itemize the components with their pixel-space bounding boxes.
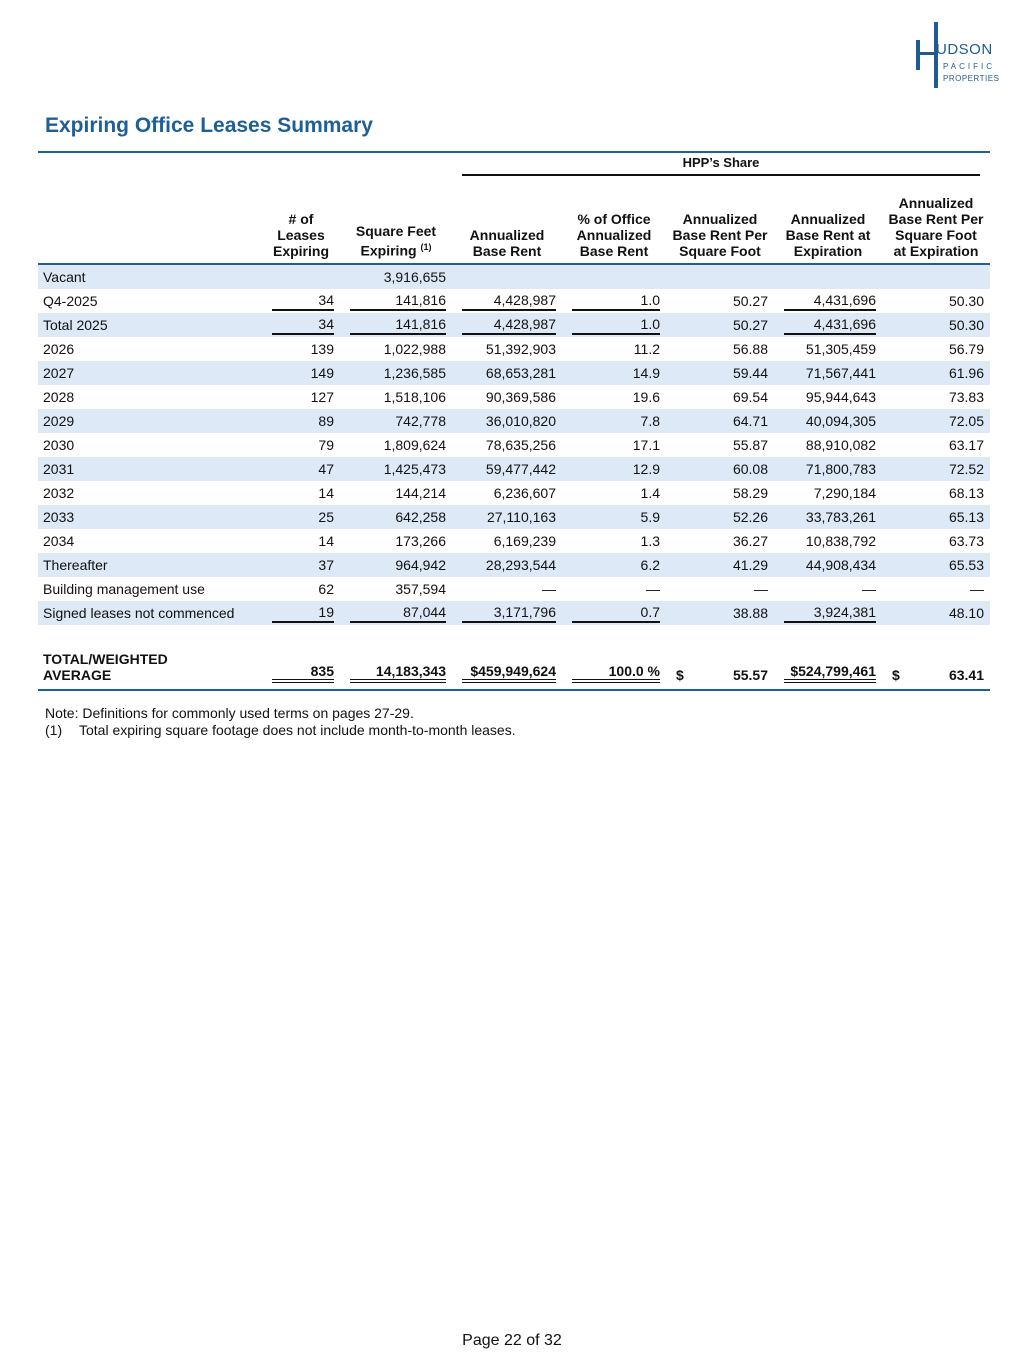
cell-abr: 51,392,903	[485, 341, 556, 357]
cell-pct: 19.6	[632, 389, 660, 405]
cell-pct	[562, 264, 666, 289]
cell-abr-exp: 40,094,305	[774, 409, 882, 433]
row-label: 2031	[38, 457, 262, 481]
cell-abr-psf-exp	[882, 264, 990, 289]
row-label: 2034	[43, 533, 75, 549]
cell-abr: 6,169,239	[493, 533, 556, 549]
total-leases: 835	[262, 643, 340, 690]
cell-sqft: 742,778	[340, 409, 452, 433]
row-label: 2029	[38, 409, 262, 433]
col-header-abr-psf: Annualized Base Rent Per Square Foot	[666, 177, 774, 264]
table-row	[38, 457, 990, 481]
row-label: 2026	[43, 341, 75, 357]
col-header-label	[38, 177, 262, 264]
table-row	[38, 505, 990, 529]
cell-abr: 78,635,256	[485, 437, 556, 453]
row-label: Thereafter	[38, 553, 262, 577]
cell-abr: 27,110,163	[452, 505, 562, 529]
row-label: Q4-2025	[43, 293, 98, 309]
footnote-1	[45, 722, 516, 739]
table-row	[38, 337, 990, 361]
cell-leases	[262, 264, 340, 289]
cell-pct: 1.0	[562, 313, 666, 337]
table-row	[38, 409, 990, 433]
table-row	[38, 264, 990, 289]
logo-line-1: PACIFIC	[943, 62, 995, 71]
cell-sqft: 141,816	[340, 289, 452, 313]
cell-abr-psf-exp: 48.10	[882, 601, 990, 625]
total-label: TOTAL/WEIGHTED AVERAGE	[38, 643, 262, 690]
cell-leases: 14	[318, 533, 334, 549]
table-row	[38, 601, 990, 625]
cell-sqft: 1,518,106	[383, 389, 446, 405]
table-row	[38, 433, 990, 457]
table-row	[38, 553, 990, 577]
column-header-row	[38, 177, 990, 264]
row-label: 2033	[38, 505, 262, 529]
cell-sqft: 357,594	[395, 581, 446, 597]
cell-abr-psf-exp: 73.83	[948, 389, 984, 405]
group-header-row	[38, 152, 990, 177]
cell-pct: 14.9	[562, 361, 666, 385]
cell-abr: —	[542, 581, 556, 597]
cell-abr: 36,010,820	[452, 409, 562, 433]
cell-pct: 1.0	[562, 289, 666, 313]
cell-abr-exp: —	[862, 581, 876, 597]
cell-leases: 127	[310, 389, 334, 405]
cell-abr-psf-exp: 50.30	[882, 313, 990, 337]
cell-leases: 34	[262, 289, 340, 313]
cell-abr-psf: 50.27	[732, 293, 768, 309]
cell-pct: 12.9	[562, 457, 666, 481]
cell-abr-psf: 55.87	[732, 437, 768, 453]
cell-sqft: 3,916,655	[340, 264, 452, 289]
table-row	[38, 577, 990, 601]
logo-brand: UDSON	[936, 41, 993, 58]
cell-leases: 37	[262, 553, 340, 577]
cell-abr-psf-exp: 61.96	[882, 361, 990, 385]
cell-abr-psf-exp: 50.30	[948, 293, 984, 309]
row-label: Signed leases not commenced	[38, 601, 262, 625]
cell-abr-psf: —	[754, 581, 768, 597]
cell-abr-exp: 71,800,783	[774, 457, 882, 481]
cell-sqft: 173,266	[395, 533, 446, 549]
table-row	[38, 313, 990, 337]
row-label: Building management use	[43, 581, 205, 597]
cell-abr-psf	[666, 264, 774, 289]
cell-pct: —	[646, 581, 660, 597]
cell-leases: 14	[318, 485, 334, 501]
hpp-share-header: HPP’s Share	[452, 152, 990, 177]
footnote-text: Total expiring square footage does not include month-to-month leases.	[79, 722, 516, 738]
cell-abr-psf: 50.27	[666, 313, 774, 337]
cell-abr-psf: 38.88	[666, 601, 774, 625]
cell-abr: 68,653,281	[452, 361, 562, 385]
cell-abr	[452, 264, 562, 289]
cell-sqft: 141,816	[340, 313, 452, 337]
cell-sqft: 87,044	[340, 601, 452, 625]
cell-sqft: 642,258	[340, 505, 452, 529]
cell-abr-exp: 88,910,082	[805, 437, 876, 453]
cell-leases: 47	[262, 457, 340, 481]
total-abr-psf-exp: $ 63.41	[882, 643, 990, 690]
cell-abr-psf: 69.54	[732, 389, 768, 405]
cell-abr-exp: 7,290,184	[813, 485, 876, 501]
total-row	[38, 643, 990, 690]
cell-abr: 3,171,796	[452, 601, 562, 625]
col-header-abr: Annualized Base Rent	[452, 177, 562, 264]
col-header-sqft: Square Feet Expiring $^{(1)}$	[340, 177, 452, 264]
cell-leases: 25	[262, 505, 340, 529]
expiring-leases-table	[38, 151, 990, 691]
cell-abr-psf: 52.26	[666, 505, 774, 529]
cell-abr: 90,369,586	[485, 389, 556, 405]
cell-leases: 62	[318, 581, 334, 597]
footnote-mark: (1)	[45, 722, 63, 738]
table-row	[38, 529, 990, 553]
page-title: Expiring Office Leases Summary	[45, 114, 373, 137]
cell-leases: 149	[262, 361, 340, 385]
row-label: 2030	[43, 437, 75, 453]
cell-leases: 89	[262, 409, 340, 433]
col-header-abr-exp: Annualized Base Rent at Expiration	[774, 177, 882, 264]
cell-abr-psf: 41.29	[666, 553, 774, 577]
cell-abr: 4,428,987	[452, 289, 562, 313]
cell-abr-psf-exp: 65.53	[882, 553, 990, 577]
col-header-abr-psf-exp: Annualized Base Rent Per Square Foot at Expiration	[882, 177, 990, 264]
cell-abr-psf: 58.29	[732, 485, 768, 501]
cell-sqft: 144,214	[395, 485, 446, 501]
cell-abr-psf-exp: 63.73	[948, 533, 984, 549]
row-label: 2032	[43, 485, 75, 501]
footnote-ref: (1)	[420, 242, 432, 253]
cell-pct: 17.1	[632, 437, 660, 453]
definitions-note: Note: Definitions for commonly used terms on pages 27-29.	[45, 705, 414, 721]
cell-abr-psf: 59.44	[666, 361, 774, 385]
cell-pct: 6.2	[562, 553, 666, 577]
cell-abr-exp: 51,305,459	[805, 341, 876, 357]
cell-abr: 4,428,987	[452, 313, 562, 337]
cell-abr-psf: 36.27	[732, 533, 768, 549]
cell-abr: 59,477,442	[452, 457, 562, 481]
cell-abr-exp: 44,908,434	[774, 553, 882, 577]
row-label: Vacant	[38, 264, 262, 289]
cell-pct: 1.3	[640, 533, 660, 549]
table-row	[38, 481, 990, 505]
cell-abr-exp: 4,431,696	[774, 289, 882, 313]
cell-abr-exp: 10,838,792	[805, 533, 876, 549]
total-abr: $459,949,624	[452, 643, 562, 690]
cell-leases: 19	[262, 601, 340, 625]
company-logo	[914, 20, 1004, 90]
notes	[45, 705, 516, 739]
cell-abr-psf-exp: 65.13	[882, 505, 990, 529]
cell-sqft: 1,236,585	[340, 361, 452, 385]
cell-pct: 7.8	[562, 409, 666, 433]
row-label: Total 2025	[38, 313, 262, 337]
total-sqft: 14,183,343	[340, 643, 452, 690]
cell-abr-psf-exp: 56.79	[948, 341, 984, 357]
cell-abr-exp: 33,783,261	[774, 505, 882, 529]
cell-abr-psf-exp: 72.05	[882, 409, 990, 433]
total-abr-psf: $ 55.57	[666, 643, 774, 690]
cell-pct: 0.7	[562, 601, 666, 625]
total-abr-exp: $524,799,461	[774, 643, 882, 690]
cell-leases: 79	[318, 437, 334, 453]
cell-sqft: 964,942	[340, 553, 452, 577]
cell-abr-exp: 3,924,381	[774, 601, 882, 625]
cell-leases: 34	[262, 313, 340, 337]
col-header-pct: % of Office Annualized Base Rent	[562, 177, 666, 264]
cell-abr: 6,236,607	[493, 485, 556, 501]
cell-leases: 139	[310, 341, 334, 357]
cell-abr-exp	[774, 264, 882, 289]
cell-pct: 11.2	[633, 341, 660, 357]
row-label: 2028	[43, 389, 75, 405]
row-label: 2027	[38, 361, 262, 385]
cell-abr-psf-exp: 63.17	[948, 437, 984, 453]
cell-sqft: 1,022,988	[383, 341, 446, 357]
cell-abr-exp: 95,944,643	[805, 389, 876, 405]
logo-line-2: PROPERTIES	[943, 74, 1000, 83]
cell-sqft: 1,809,624	[383, 437, 446, 453]
table-row	[38, 289, 990, 313]
col-header-leases: # of Leases Expiring	[262, 177, 340, 264]
table-row	[38, 385, 990, 409]
cell-abr-exp: 4,431,696	[774, 313, 882, 337]
cell-abr: 28,293,544	[452, 553, 562, 577]
page-number: Page 22 of 32	[462, 1332, 562, 1349]
cell-abr-psf-exp: 72.52	[882, 457, 990, 481]
cell-pct: 1.4	[640, 485, 660, 501]
cell-abr-psf-exp: —	[970, 581, 984, 597]
cell-abr-psf-exp: 68.13	[948, 485, 984, 501]
cell-abr-psf: 60.08	[666, 457, 774, 481]
total-pct: 100.0 %	[562, 643, 666, 690]
cell-sqft: 1,425,473	[340, 457, 452, 481]
cell-abr-psf: 64.71	[666, 409, 774, 433]
cell-abr-psf: 56.88	[732, 341, 768, 357]
cell-abr-exp: 71,567,441	[774, 361, 882, 385]
cell-pct: 5.9	[562, 505, 666, 529]
table-row	[38, 361, 990, 385]
